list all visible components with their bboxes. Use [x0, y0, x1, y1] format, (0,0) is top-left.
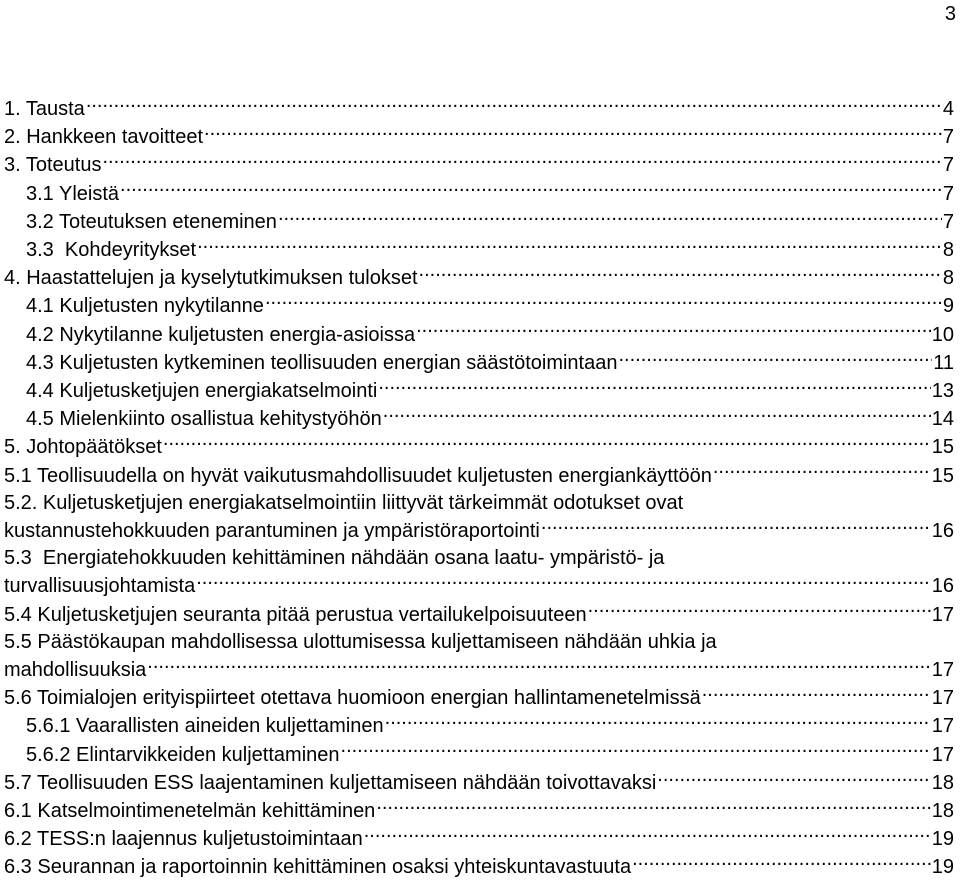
- toc-entry[interactable]: [4, 684, 954, 712]
- toc-entry-title: 4.5 Mielenkiinto osallistua kehitystyöhön: [26, 408, 382, 431]
- dot-leader: [163, 433, 931, 453]
- toc-entry[interactable]: [4, 712, 954, 740]
- toc-entry-page: 19: [931, 828, 954, 851]
- dot-leader: [376, 797, 930, 817]
- toc-entry-title: 3.3 Kohdeyritykset: [26, 239, 197, 262]
- toc-entry-title: 5.4 Kuljetusketjujen seuranta pitää perustua vertailukelpoisuuteen: [4, 603, 587, 626]
- dot-leader: [265, 292, 942, 312]
- toc-entry-title-continued: kustannustehokkuuden parantuminen ja ympäristöraportointi: [4, 520, 540, 543]
- toc-entry-title: 6.3 Seurannan ja raportoinnin kehittäminen osaksi yhteiskuntavastuuta: [4, 856, 632, 879]
- toc-entry-title: 4.4 Kuljetusketjujen energiakatselmointi: [26, 380, 378, 403]
- toc-entry-title: 5. Johtopäätökset: [4, 436, 162, 459]
- dot-leader: [657, 769, 930, 789]
- dot-leader: [713, 462, 931, 482]
- toc-entry-title: 6.1 Katselmointimenetelmän kehittäminen: [4, 800, 376, 823]
- toc-entry[interactable]: [4, 462, 954, 490]
- toc-entry[interactable]: [4, 545, 954, 600]
- toc-entry-page: 17: [931, 603, 954, 626]
- toc-entry-title: 4.2 Nykytilanne kuljetusten energia-asioissa: [26, 323, 416, 346]
- toc-entry[interactable]: [4, 769, 954, 797]
- dot-leader: [385, 712, 931, 732]
- dot-leader: [618, 349, 932, 369]
- toc-entry[interactable]: [4, 180, 954, 208]
- toc-entry-page: 17: [931, 743, 954, 766]
- dot-leader: [419, 264, 942, 284]
- dot-leader: [541, 517, 931, 537]
- toc-entry-title: 5.3 Energiatehokkuuden kehittäminen nähdään osana laatu- ympäristö- ja: [4, 547, 665, 570]
- toc-entry-page: 7: [942, 126, 954, 149]
- toc-entry[interactable]: [4, 321, 954, 349]
- toc-entry-title: 3.2 Toteutuksen eteneminen: [26, 210, 277, 233]
- toc-entry-page: 17: [931, 659, 954, 682]
- toc-entry-page: 11: [933, 351, 954, 374]
- toc-entry[interactable]: [4, 405, 954, 433]
- toc-entry-page: 7: [942, 182, 954, 205]
- dot-leader: [102, 151, 941, 171]
- dot-leader: [416, 321, 931, 341]
- toc-entry-title: 4.3 Kuljetusten kytkeminen teollisuuden energian säästötoimintaan: [26, 351, 618, 374]
- toc-entry-title: 5.5 Päästökaupan mahdollisessa ulottumisessa kuljettamiseen nähdään uhkia ja: [4, 630, 717, 653]
- toc-entry-title-continued: turvallisuusjohtamista: [4, 575, 196, 598]
- toc-entry-title: 5.6.2 Elintarvikkeiden kuljettaminen: [26, 743, 340, 766]
- toc-entry-page: 14: [931, 408, 954, 431]
- toc-entry-title: 4.1 Kuljetusten nykytilanne: [26, 295, 264, 318]
- toc-entry-title: 5.6.1 Vaarallisten aineiden kuljettaminen: [26, 715, 384, 738]
- toc-entry[interactable]: [4, 741, 954, 769]
- dot-leader: [147, 656, 930, 676]
- toc-entry[interactable]: [4, 825, 954, 853]
- toc-entry-page: 17: [931, 687, 954, 710]
- toc-entry-page: 19: [931, 856, 954, 879]
- page-number: 3: [944, 3, 956, 25]
- dot-leader: [378, 377, 930, 397]
- toc-entry[interactable]: [4, 377, 954, 405]
- toc-entry-title: 4. Haastattelujen ja kyselytutkimuksen tulokset: [4, 267, 418, 290]
- toc-entry-title: 5.6 Toimialojen erityispiirteet otettava huomioon energian hallintamenetelmissä: [4, 687, 701, 710]
- table-of-contents: [4, 95, 954, 882]
- dot-leader: [278, 208, 942, 228]
- toc-entry-page: 16: [931, 520, 954, 543]
- toc-entry-title: 5.1 Teollisuudella on hyvät vaikutusmahdollisuudet kuljetusten energiankäyttöön: [4, 464, 712, 487]
- toc-entry[interactable]: [4, 433, 954, 461]
- toc-entry[interactable]: [4, 292, 954, 320]
- dot-leader: [120, 180, 942, 200]
- toc-entry-page: 7: [942, 154, 954, 177]
- toc-entry-page: 17: [931, 715, 954, 738]
- toc-entry-page: 15: [931, 464, 954, 487]
- toc-entry-title: 6.2 TESS:n laajennus kuljetustoimintaan: [4, 828, 363, 851]
- dot-leader: [341, 741, 931, 761]
- toc-entry-title: 5.2. Kuljetusketjujen energiakatselmointiin liittyvät tärkeimmät odotukset ovat: [4, 491, 684, 514]
- dot-leader: [86, 95, 942, 115]
- toc-entry-page: 16: [931, 575, 954, 598]
- toc-entry[interactable]: [4, 123, 954, 151]
- toc-entry[interactable]: [4, 236, 954, 264]
- toc-entry-page: 10: [931, 323, 954, 346]
- toc-entry[interactable]: [4, 95, 954, 123]
- dot-leader: [364, 825, 931, 845]
- toc-entry-page: 18: [931, 771, 954, 794]
- toc-entry-page: 9: [942, 295, 954, 318]
- dot-leader: [383, 405, 931, 425]
- toc-entry-title: 1. Tausta: [4, 98, 85, 120]
- toc-entry[interactable]: [4, 151, 954, 179]
- toc-entry-title-continued: mahdollisuuksia: [4, 659, 147, 682]
- toc-entry-page: 13: [931, 380, 954, 403]
- toc-entry-title: 3.1 Yleistä: [26, 182, 120, 205]
- toc-entry[interactable]: [4, 208, 954, 236]
- toc-entry[interactable]: [4, 797, 954, 825]
- toc-entry-page: 7: [942, 210, 954, 233]
- toc-entry[interactable]: [4, 349, 954, 377]
- dot-leader: [196, 572, 931, 592]
- toc-entry-page: 8: [942, 267, 954, 290]
- toc-entry-page: 8: [942, 239, 954, 262]
- dot-leader: [632, 853, 931, 873]
- toc-entry-page: 4: [942, 98, 954, 120]
- toc-entry[interactable]: [4, 629, 954, 684]
- toc-entry[interactable]: [4, 853, 954, 881]
- dot-leader: [702, 684, 931, 704]
- toc-entry[interactable]: [4, 601, 954, 629]
- toc-entry-title: 2. Hankkeen tavoitteet: [4, 126, 204, 149]
- dot-leader: [588, 601, 931, 621]
- toc-entry-title: 3. Toteutus: [4, 154, 102, 177]
- toc-entry[interactable]: [4, 490, 954, 545]
- toc-entry-page: 15: [931, 436, 954, 459]
- dot-leader: [204, 123, 942, 143]
- toc-entry-page: 18: [931, 800, 954, 823]
- toc-entry[interactable]: [4, 264, 954, 292]
- dot-leader: [197, 236, 942, 256]
- toc-entry-title: 5.7 Teollisuuden ESS laajentaminen kuljettamiseen nähdään toivottavaksi: [4, 771, 657, 794]
